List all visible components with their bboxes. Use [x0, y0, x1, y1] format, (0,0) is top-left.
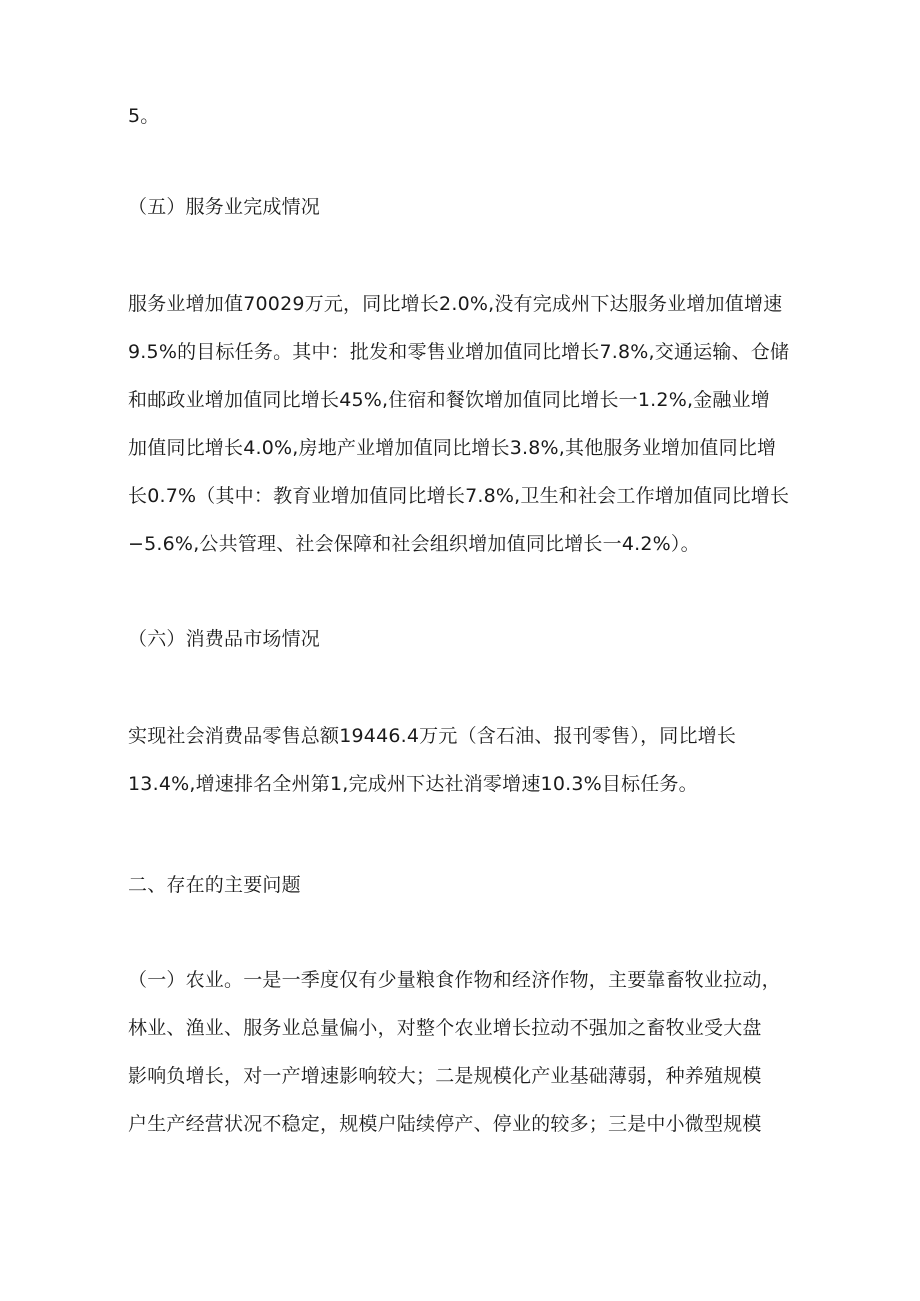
section-heading-consumer-market: （六）消费品市场情况 — [128, 628, 321, 650]
paragraph-services — [128, 280, 808, 568]
paragraph-line: 林业、渔业、服务业总量偏小，对整个农业增长拉动不强加之畜牧业受大盘 — [128, 1017, 762, 1039]
paragraph-line: 9.5%的目标任务。其中：批发和零售业增加值同比增长7.8%,交通运输、仓储 — [128, 341, 790, 363]
continuation-text: 5。 — [128, 105, 160, 127]
paragraph-line: 影响负增长，对一产增速影响较大；二是规模化产业基础薄弱，种养殖规模 — [128, 1065, 762, 1087]
part-heading-main-problems: 二、存在的主要问题 — [128, 874, 301, 896]
section-heading-services: （五）服务业完成情况 — [128, 196, 321, 218]
paragraph-line: 加值同比增长4.0%,房地产业增加值同比增长3.8%,其他服务业增加值同比增 — [128, 437, 777, 459]
paragraph-line: −5.6%,公共管理、社会保障和社会组织增加值同比增长一4.2%）。 — [128, 533, 700, 555]
paragraph-line: （一）农业。一是一季度仅有少量粮食作物和经济作物，主要靠畜牧业拉动， — [128, 969, 781, 991]
paragraph-agriculture — [128, 956, 808, 1148]
paragraph-line: 服务业增加值70029万元，同比增长2.0%,没有完成州下达服务业增加值增速 — [128, 293, 783, 315]
paragraph-line: 户生产经营状况不稳定，规模户陆续停产、停业的较多；三是中小微型规模 — [128, 1113, 762, 1135]
paragraph-line: 13.4%,增速排名全州第1,完成州下达社消零增速10.3%目标任务。 — [128, 773, 698, 795]
paragraph-line: 长0.7%（其中：教育业增加值同比增长7.8%,卫生和社会工作增加值同比增长 — [128, 485, 790, 507]
paragraph-line: 和邮政业增加值同比增长45%,住宿和餐饮增加值同比增长一1.2%,金融业增 — [128, 389, 770, 411]
paragraph-line: 实现社会消费品零售总额19446.4万元（含石油、报刊零售），同比增长 — [128, 725, 737, 747]
paragraph-consumer-market — [128, 712, 808, 808]
